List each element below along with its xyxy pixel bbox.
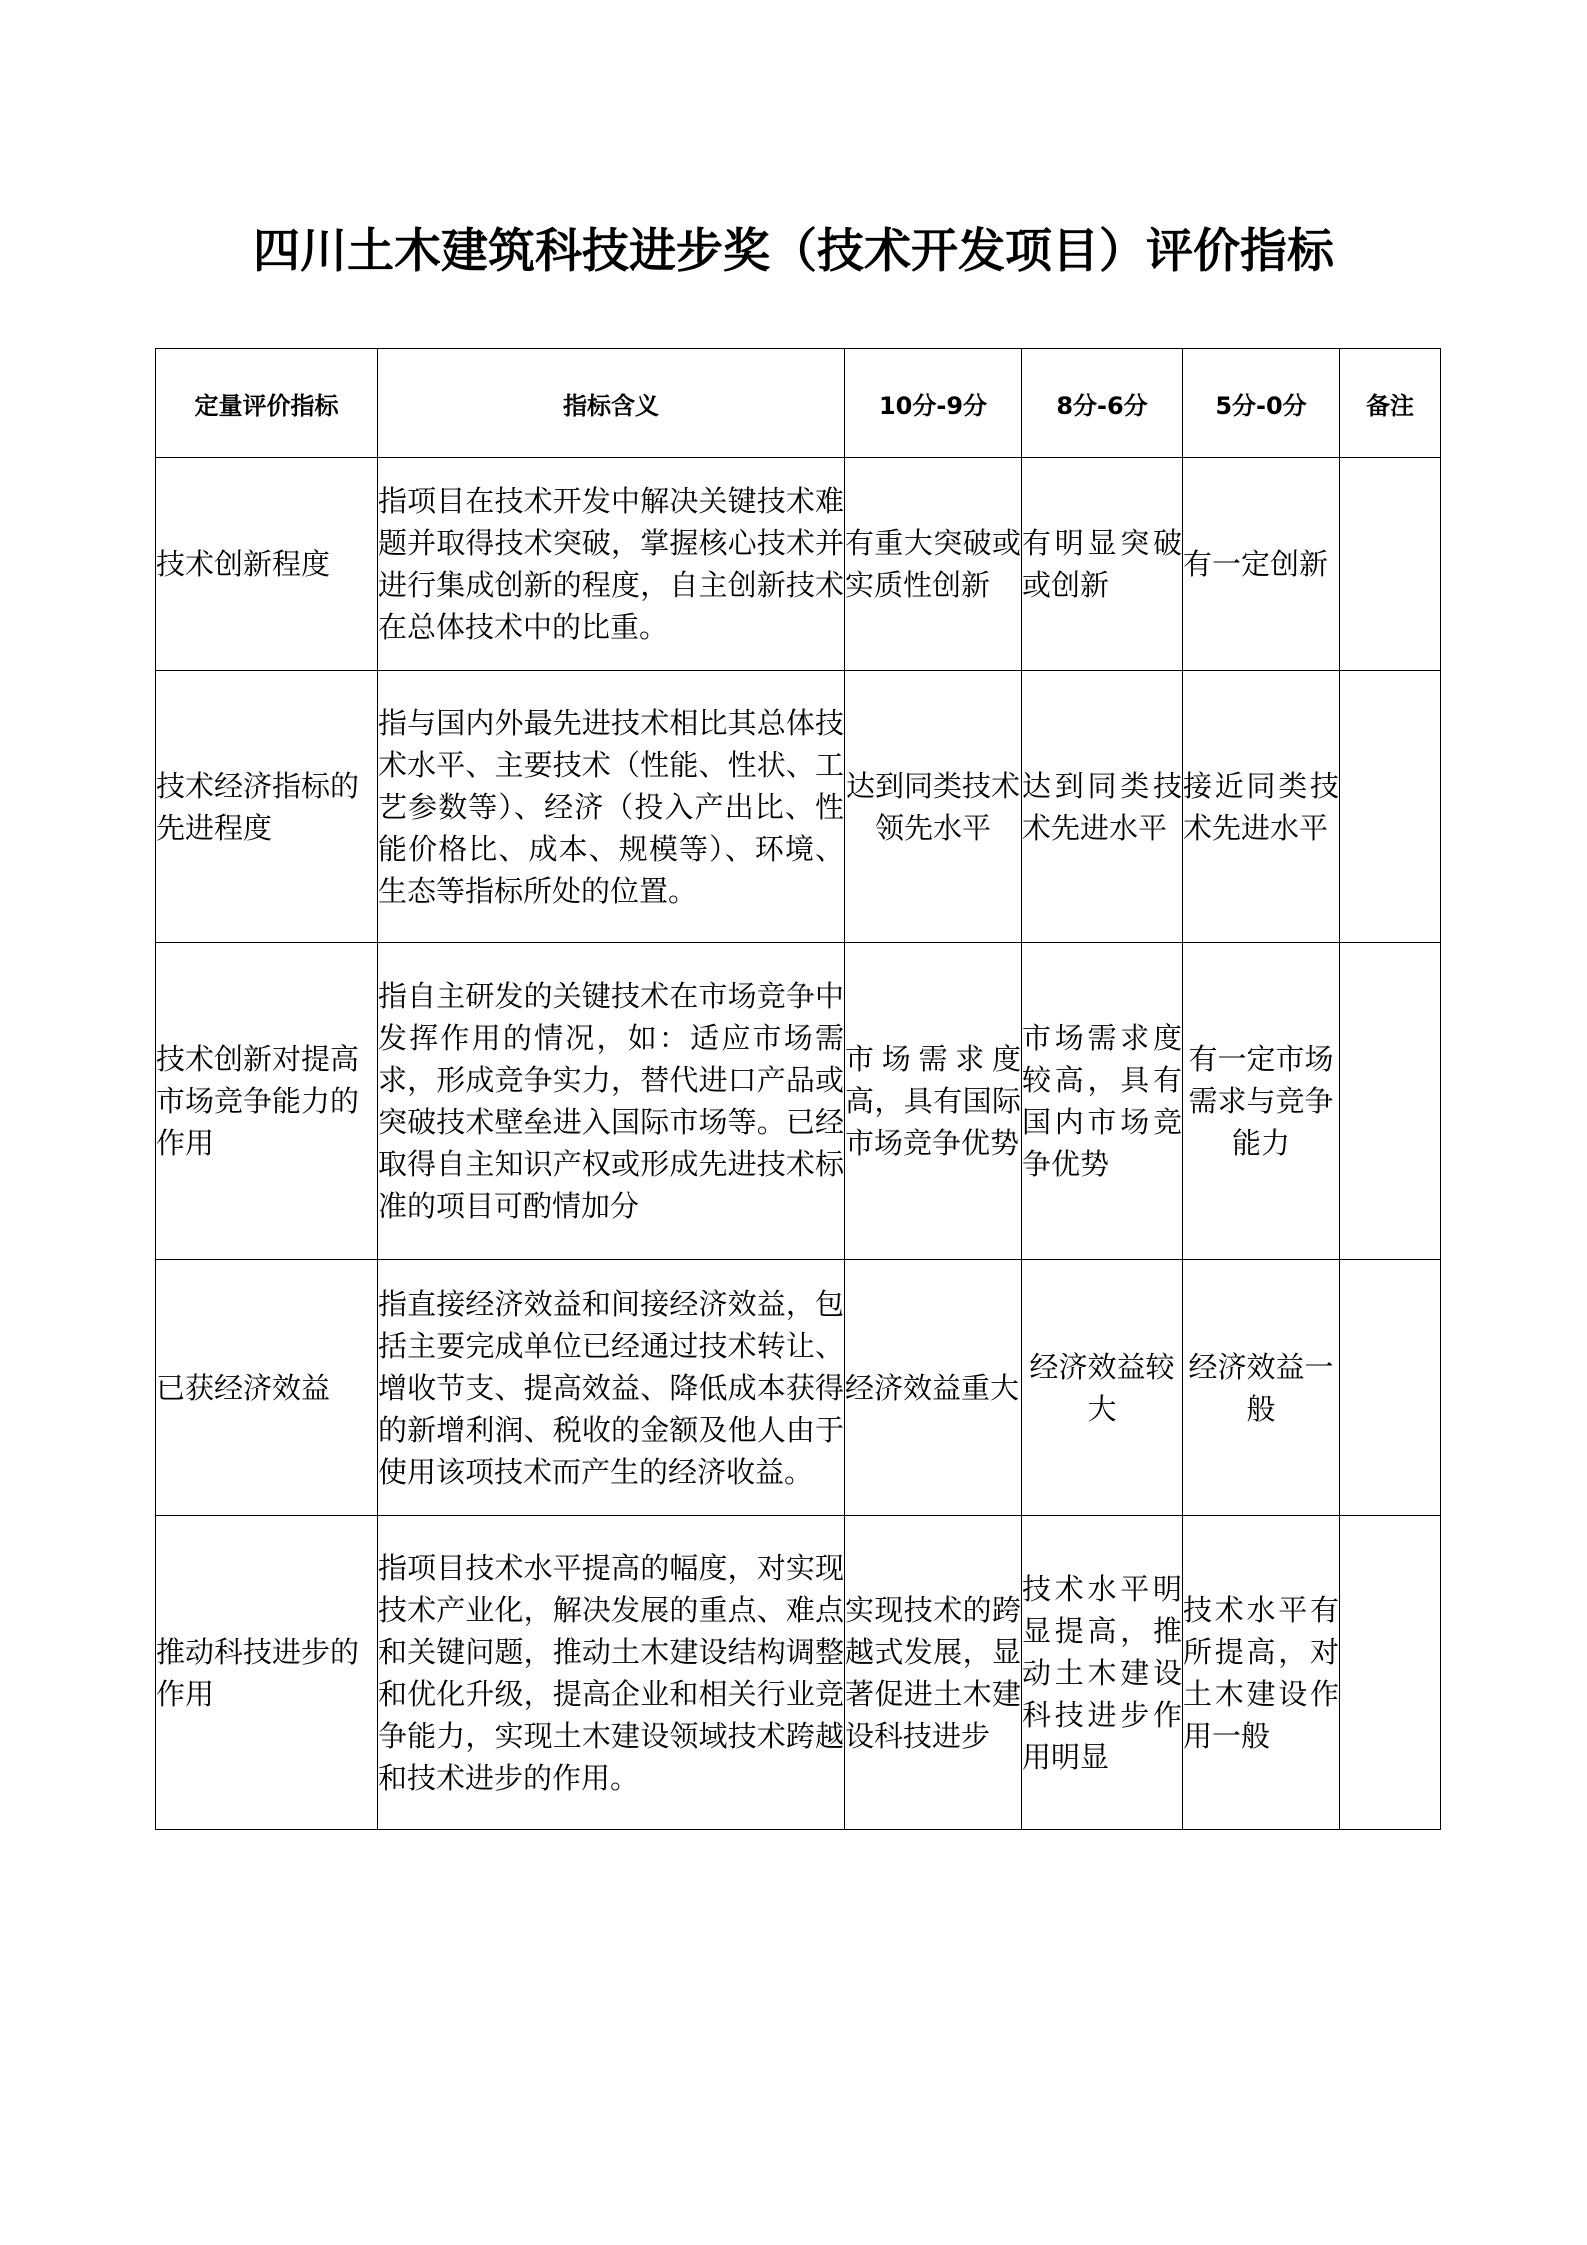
score-low-cell: 接近同类技术先进水平 <box>1183 671 1340 943</box>
evaluation-table <box>155 348 1441 1830</box>
remark-cell <box>1340 1516 1441 1830</box>
meaning-cell: 指自主研发的关键技术在市场竞争中发挥作用的情况，如：适应市场需求，形成竞争实力，替代进口产品或突破技术壁垒进入国际市场等。已经取得自主知识产权或形成先进技术标准的项目可酌情加分 <box>378 943 845 1260</box>
header-score-low: 5分-0分 <box>1183 349 1340 458</box>
header-meaning: 指标含义 <box>378 349 845 458</box>
score-mid-cell: 有明显突破或创新 <box>1022 458 1183 671</box>
table-row <box>156 943 1441 1260</box>
page-title: 四川土木建筑科技进步奖（技术开发项目）评价指标 <box>253 224 1334 279</box>
indicator-cell: 技术创新程度 <box>156 458 378 671</box>
header-indicator: 定量评价指标 <box>156 349 378 458</box>
score-mid-cell: 技术水平明显提高，推动土木建设科技进步作用明显 <box>1022 1516 1183 1830</box>
score-low-cell: 技术水平有所提高，对土木建设作用一般 <box>1183 1516 1340 1830</box>
score-low-cell: 经济效益一般 <box>1183 1260 1340 1516</box>
table-header-row <box>156 349 1441 458</box>
remark-cell <box>1340 1260 1441 1516</box>
meaning-cell: 指项目在技术开发中解决关键技术难题并取得技术突破，掌握核心技术并进行集成创新的程度，自主创新技术在总体技术中的比重。 <box>378 458 845 671</box>
table-row <box>156 671 1441 943</box>
score-high-cell: 市场需求度高，具有国际市场竞争优势 <box>845 943 1022 1260</box>
indicator-cell: 技术经济指标的先进程度 <box>156 671 378 943</box>
score-mid-cell: 经济效益较大 <box>1022 1260 1183 1516</box>
table-row <box>156 458 1441 671</box>
indicator-cell: 推动科技进步的作用 <box>156 1516 378 1830</box>
meaning-cell: 指与国内外最先进技术相比其总体技术水平、主要技术（性能、性状、工艺参数等）、经济（投入产出比、性能价格比、成本、规模等）、环境、生态等指标所处的位置。 <box>378 671 845 943</box>
score-low-cell: 有一定市场需求与竞争能力 <box>1183 943 1340 1260</box>
meaning-cell: 指项目技术水平提高的幅度，对实现技术产业化，解决发展的重点、难点和关键问题，推动土木建设结构调整和优化升级，提高企业和相关行业竞争能力，实现土木建设领域技术跨越和技术进步的作用。 <box>378 1516 845 1830</box>
remark-cell <box>1340 943 1441 1260</box>
header-score-mid: 8分-6分 <box>1022 349 1183 458</box>
score-mid-cell: 市场需求度较高，具有国内市场竞争优势 <box>1022 943 1183 1260</box>
header-remark: 备注 <box>1340 349 1441 458</box>
score-high-cell: 达到同类技术领先水平 <box>845 671 1022 943</box>
header-score-high: 10分-9分 <box>845 349 1022 458</box>
score-mid-cell: 达到同类技术先进水平 <box>1022 671 1183 943</box>
indicator-cell: 技术创新对提高市场竞争能力的作用 <box>156 943 378 1260</box>
meaning-cell: 指直接经济效益和间接经济效益，包括主要完成单位已经通过技术转让、增收节支、提高效益、降低成本获得的新增利润、税收的金额及他人由于使用该项技术而产生的经济收益。 <box>378 1260 845 1516</box>
score-high-cell: 有重大突破或实质性创新 <box>845 458 1022 671</box>
remark-cell <box>1340 671 1441 943</box>
score-high-cell: 经济效益重大 <box>845 1260 1022 1516</box>
table-row <box>156 1516 1441 1830</box>
score-low-cell: 有一定创新 <box>1183 458 1340 671</box>
indicator-cell: 已获经济效益 <box>156 1260 378 1516</box>
score-high-cell: 实现技术的跨越式发展，显著促进土木建设科技进步 <box>845 1516 1022 1830</box>
remark-cell <box>1340 458 1441 671</box>
table-row <box>156 1260 1441 1516</box>
